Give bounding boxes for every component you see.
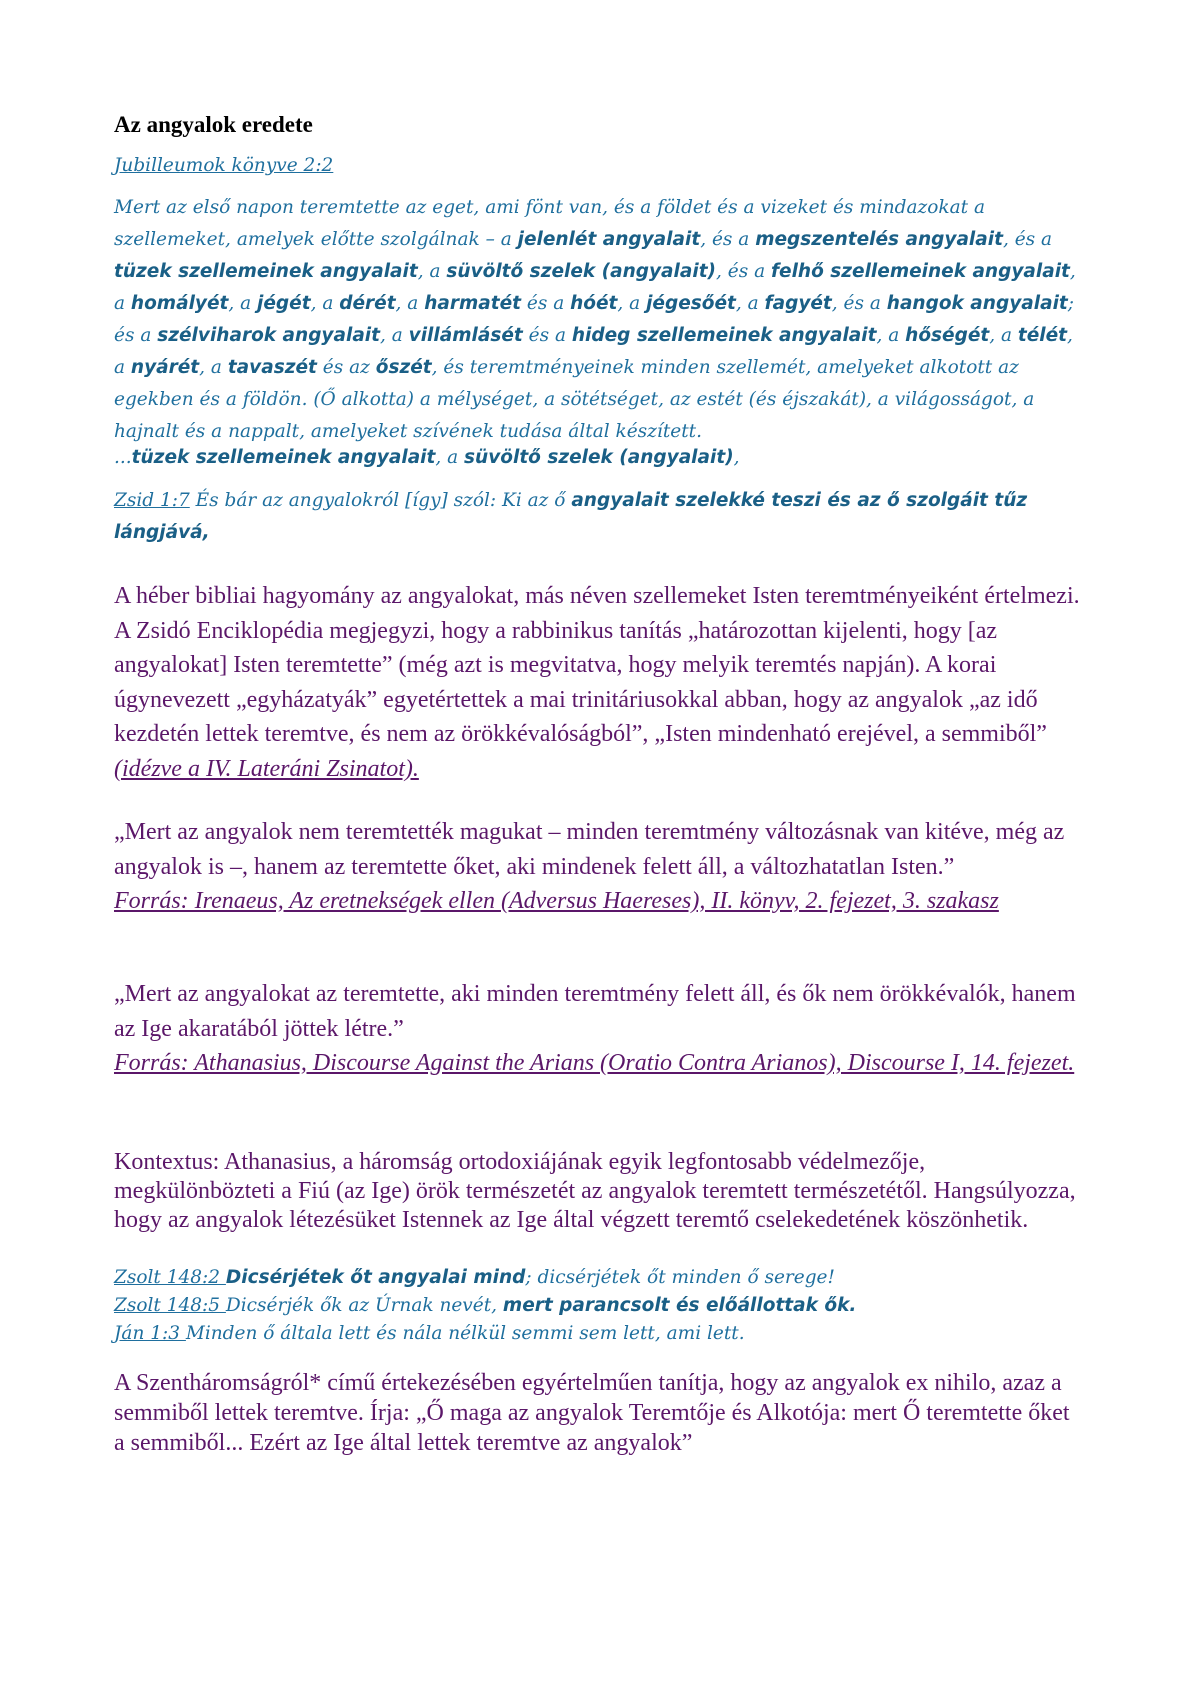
hebrews-verse	[114, 485, 1084, 549]
hebrews-bold: angyalait szelekké teszi és az ő szolgáit tűz lángjává,	[114, 490, 1028, 543]
verse-psalm-148-5	[114, 1292, 1084, 1320]
jubilees-text-run: , és a	[831, 293, 887, 314]
jubilees-link[interactable]: Jubilleumok könyve 2:2	[114, 155, 334, 176]
irenaeus-source-link[interactable]: Forrás: Irenaeus, Az eretnekségek ellen (Adversus Haereses), II. könyv, 2. fejezet, 3. szakasz	[114, 888, 999, 914]
irenaeus-quote	[114, 815, 1084, 919]
verse-psalm-148-2	[114, 1264, 1084, 1292]
jubilees-text-run: , a	[989, 325, 1018, 346]
jubilees-reference	[114, 150, 1084, 182]
excerpt-line	[114, 442, 1084, 474]
jubilees-bold-term: megszentelés angyalait	[755, 229, 1003, 250]
jubilees-text-run: és a	[521, 293, 571, 314]
jubilees-text-run: ; és a	[114, 293, 1074, 346]
jubilees-text-run: , és teremtményeinek minden szellemét, amelyeket alkotott az egekben és a földön. (Ő alkotta) a mélységet, a sötétséget, az estét (és éjszakát), a világosságot, a hajnalt és a nappalt, amelyeket szívének tudása által készített.	[114, 357, 1035, 442]
jubilees-bold-term: villámlásét	[408, 325, 523, 346]
jubilees-bold-term: felhő szellemeinek angyalait	[771, 261, 1070, 282]
lateran-source-link[interactable]: (idézve a IV. Lateráni Zsinatot).	[114, 755, 419, 782]
hebrews-link[interactable]: Zsid 1:7	[114, 490, 190, 511]
jubilees-text-run: , a	[735, 293, 765, 314]
jubilees-bold-term: hideg szellemeinek angyalait	[571, 325, 877, 346]
jubilees-text-run: és a	[522, 325, 572, 346]
verse-bold: mert parancsolt és előállottak ők.	[502, 1295, 857, 1316]
jubilees-text-run: , a	[114, 325, 1073, 378]
jubilees-text-run: Mert az első napon teremtette az eget, ami fönt van, és a földet és a vizeket és mindazokat a szellemeket, amelyek előtte szolgálnak – a	[114, 197, 985, 250]
jubilees-text	[114, 192, 1084, 448]
jubilees-bold-term: harmatét	[424, 293, 521, 314]
jubilees-text-run: , és a	[716, 261, 771, 282]
jubilees-bold-term: dérét	[339, 293, 396, 314]
jubilees-text-run: , a	[228, 293, 258, 314]
jubilees-text-run: és az	[316, 357, 376, 378]
page-title: Az angyalok eredete	[114, 112, 313, 137]
excerpt-bold-1: tüzek szellemeinek angyalait	[131, 447, 436, 468]
jubilees-bold-term: tüzek szellemeinek angyalait	[114, 261, 418, 282]
verse-link[interactable]: Ján 1:3	[114, 1323, 186, 1344]
jubilees-bold-term: hangok angyalait	[886, 293, 1068, 314]
athanasius-quote	[114, 977, 1084, 1081]
excerpt-mid: , a	[435, 447, 465, 468]
jubilees-bold-term: homályét	[130, 293, 229, 314]
trinity-paragraph: A Szentháromságról* című értekezésében egyértelműen tanítja, hogy az angyalok ex nihilo, azaz a semmiből lettek teremtve. Írja: „Ő maga az angyalok Teremtője és Alkotója: mert Ő teremtette őket a semmiből... Ezért az Ige által lettek teremtve az angyalok”	[114, 1370, 1070, 1456]
jubilees-bold-term: fagyét	[764, 293, 832, 314]
jubilees-bold-term: hóét	[570, 293, 618, 314]
jubilees-bold-term: jelenlét angyalait	[517, 229, 701, 250]
paragraph-tradition	[114, 579, 1084, 786]
context-paragraph: Kontextus: Athanasius, a háromság ortodoxiájának egyik legfontosabb védelmezője, megkülönbözteti a Fiú (az Ige) örök természetét az angyalok teremtett természetétől. Hangsúlyozza, hogy az angyalok létezésüket Istennek az Ige által végzett teremtő cselekedetének köszönhetik.	[114, 1149, 1076, 1233]
jubilees-text-run: , a	[876, 325, 906, 346]
excerpt-bold-2: süvöltő szelek (angyalait)	[464, 447, 734, 468]
verse-text: ; dicsérjétek őt minden ő serege!	[525, 1267, 835, 1288]
verse-bold: Dicsérjétek őt angyalai mind	[225, 1267, 526, 1288]
jubilees-text-run: , a	[114, 261, 1076, 314]
jubilees-bold-term: hőségét	[905, 325, 990, 346]
jubilees-text-run: , és a	[700, 229, 756, 250]
irenaeus-quote-text: „Mert az angyalok nem teremtették magukat – minden teremtmény változásnak van kitéve, még az angyalok is –, hanem az teremtette őket, aki mindenek felett áll, a változhatatlan Isten.”	[114, 819, 1065, 880]
tradition-text: A héber bibliai hagyomány az angyalokat, más néven szellemeket Isten teremtményeiként értelmezi. A Zsidó Enciklopédia megjegyzi, hogy a rabbinikus tanítás „határozottan kijelenti, hogy [az angyalokat] Isten teremtette” (még azt is megvitatva, hogy melyik teremtés napján). A korai úgynevezett „egyházatyák” egyetértettek a mai trinitáriusokkal abban, hogy az angyalok „az idő kezdetén lettek teremtve, és nem az örökkévalóságból”, „Isten mindenható erejével, a semmiből”	[114, 583, 1080, 747]
jubilees-bold-term: szélviharok angyalait	[157, 325, 380, 346]
jubilees-bold-term: nyárét	[130, 357, 200, 378]
excerpt-suffix: ,	[733, 447, 740, 468]
jubilees-text-run: , a	[199, 357, 228, 378]
jubilees-bold-term: jégét	[257, 293, 311, 314]
athanasius-quote-text: „Mert az angyalokat az teremtette, aki minden teremtmény felett áll, és ők nem örökkévalók, hanem az Ige akaratából jöttek létre.”	[114, 981, 1076, 1042]
jubilees-bold-term: jégesőét	[646, 293, 736, 314]
verse-link[interactable]: Zsolt 148:2	[114, 1267, 226, 1288]
jubilees-text-run: , a	[617, 293, 647, 314]
excerpt-prefix: ...	[114, 447, 132, 468]
jubilees-text-run: , a	[379, 325, 409, 346]
jubilees-bold-term: télét	[1017, 325, 1068, 346]
jubilees-text-run: , a	[417, 261, 447, 282]
verse-text: Minden ő általa lett és nála nélkül semmi sem lett, ami lett.	[185, 1323, 745, 1344]
jubilees-text-run: , és a	[1002, 229, 1053, 250]
verse-john-1-3	[114, 1320, 1084, 1348]
jubilees-text-run: , a	[310, 293, 340, 314]
jubilees-bold-term: őszét	[375, 357, 432, 378]
jubilees-bold-term: süvöltő szelek (angyalait)	[446, 261, 716, 282]
hebrews-text: És bár az angyalokról [így] szól: Ki az ő	[189, 490, 572, 511]
jubilees-bold-term: tavaszét	[227, 357, 317, 378]
verse-text: Dicsérjék ők az Úrnak nevét,	[225, 1295, 503, 1316]
verse-link[interactable]: Zsolt 148:5	[114, 1295, 226, 1316]
athanasius-source-link[interactable]: Forrás: Athanasius, Discourse Against the Arians (Oratio Contra Arianos), Discourse I, 14. fejezet.	[114, 1050, 1075, 1076]
verse-list	[114, 1264, 1084, 1348]
jubilees-text-run: , a	[395, 293, 425, 314]
